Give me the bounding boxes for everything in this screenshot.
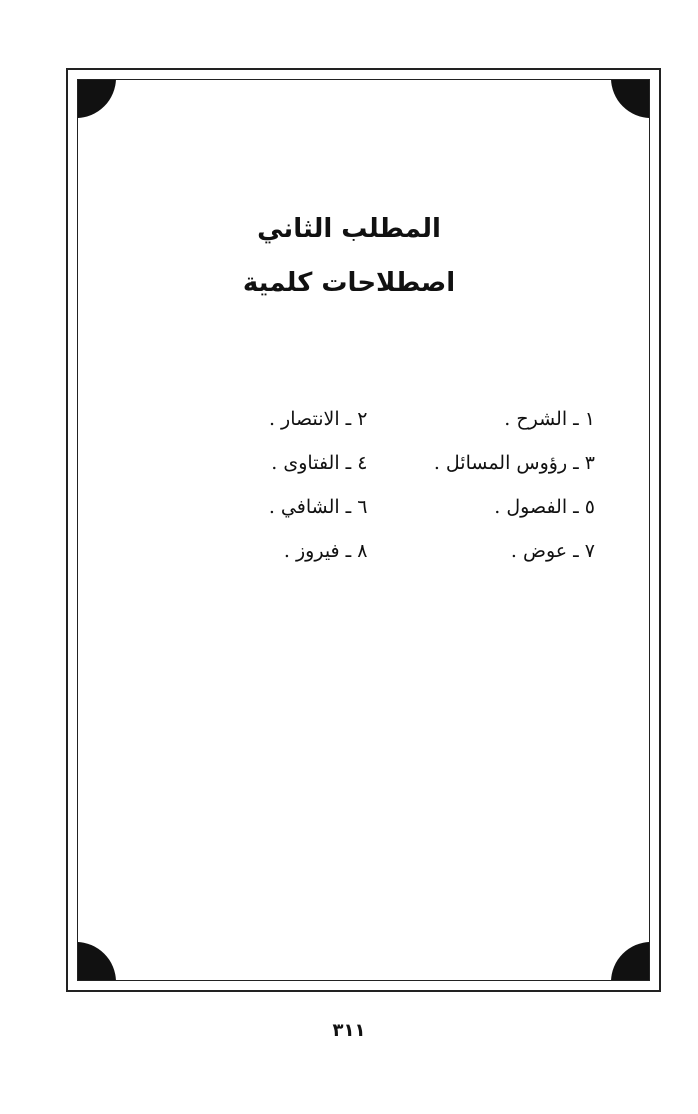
section-title: المطلب الثاني — [257, 214, 441, 244]
section-subtitle: اصطلاحات كلمية — [242, 268, 456, 298]
corner-ornament-bottom-left — [77, 942, 116, 981]
corner-ornament-bottom-right — [611, 942, 650, 981]
term-item: ٥ ـ الفصول . — [494, 496, 595, 518]
corner-ornament-top-right — [611, 79, 650, 118]
page-number: ٣١١ — [332, 1020, 366, 1041]
term-item: ٧ ـ عوض . — [510, 540, 595, 562]
terms-list — [140, 402, 595, 568]
term-item: ٣ ـ رؤوس المسائل . — [433, 452, 595, 474]
term-item: ٤ ـ الفتاوى . — [271, 452, 368, 474]
term-item: ٦ ـ الشافي . — [268, 496, 368, 518]
corner-ornament-top-left — [77, 79, 116, 118]
term-item: ٨ ـ فيروز . — [283, 540, 368, 562]
term-item: ١ ـ الشرح . — [504, 408, 595, 430]
term-item: ٢ ـ الانتصار . — [268, 408, 368, 430]
